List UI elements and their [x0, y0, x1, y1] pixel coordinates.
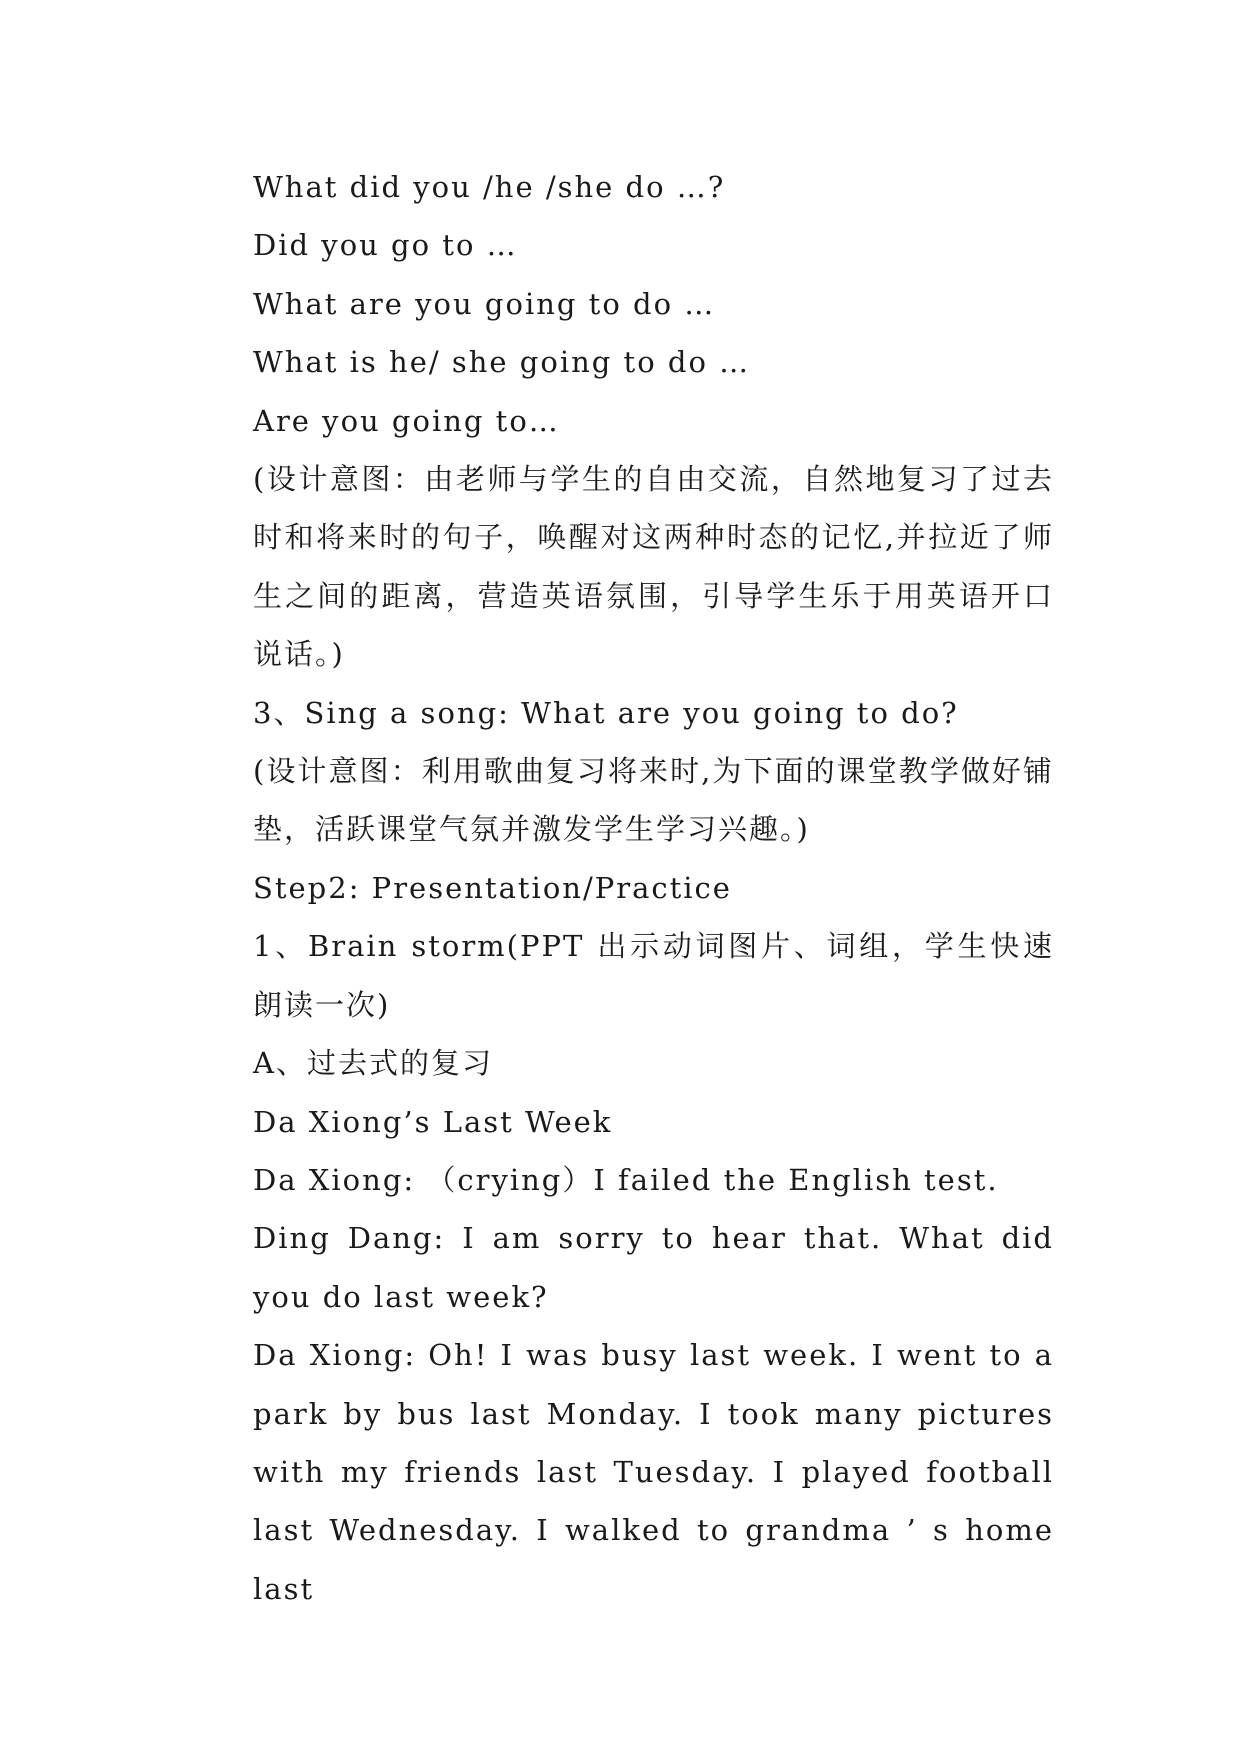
question-line: Are you going to…	[253, 403, 560, 438]
story-title: Da Xiong’s Last Week	[253, 1104, 613, 1139]
question-line: What are you going to do …	[253, 286, 716, 321]
section-heading: A、过去式的复习	[253, 1046, 493, 1081]
dialog-line: Ding Dang: I am sorry to hear that. What did you do last week?	[253, 1221, 1054, 1314]
step-heading: Step2: Presentation/Practice	[253, 870, 732, 905]
brainstorm-paragraph: 1、Brain storm(PPT 出示动词图片、词组，学生快速朗读一次)	[253, 929, 1054, 1022]
document-body	[189, 158, 1054, 1618]
song-line: 3、Sing a song: What are you going to do?	[253, 695, 959, 730]
dialog-line: Da Xiong: Oh! I was busy last week. I went to a park by bus last Monday. I took many pictures with my friends last Tuesday. I played football last Wednesday. I walked to grandma ’ s home last	[253, 1338, 1054, 1606]
dialog-line: Da Xiong: （crying）I failed the English test.	[253, 1162, 999, 1197]
question-line: What is he/ she going to do …	[253, 345, 751, 380]
question-line: Did you go to …	[253, 228, 518, 263]
design-intent-paragraph: (设计意图：由老师与学生的自由交流，自然地复习了过去时和将来时的句子，唤醒对这两种时态的记忆,并拉近了师生之间的距离，营造英语氛围，引导学生乐于用英语开口说话。)	[253, 462, 1054, 672]
design-intent-paragraph: (设计意图：利用歌曲复习将来时,为下面的课堂教学做好铺垫，活跃课堂气氛并激发学生学习兴趣。)	[253, 754, 1054, 847]
question-line: What did you /he /she do …?	[253, 170, 726, 204]
